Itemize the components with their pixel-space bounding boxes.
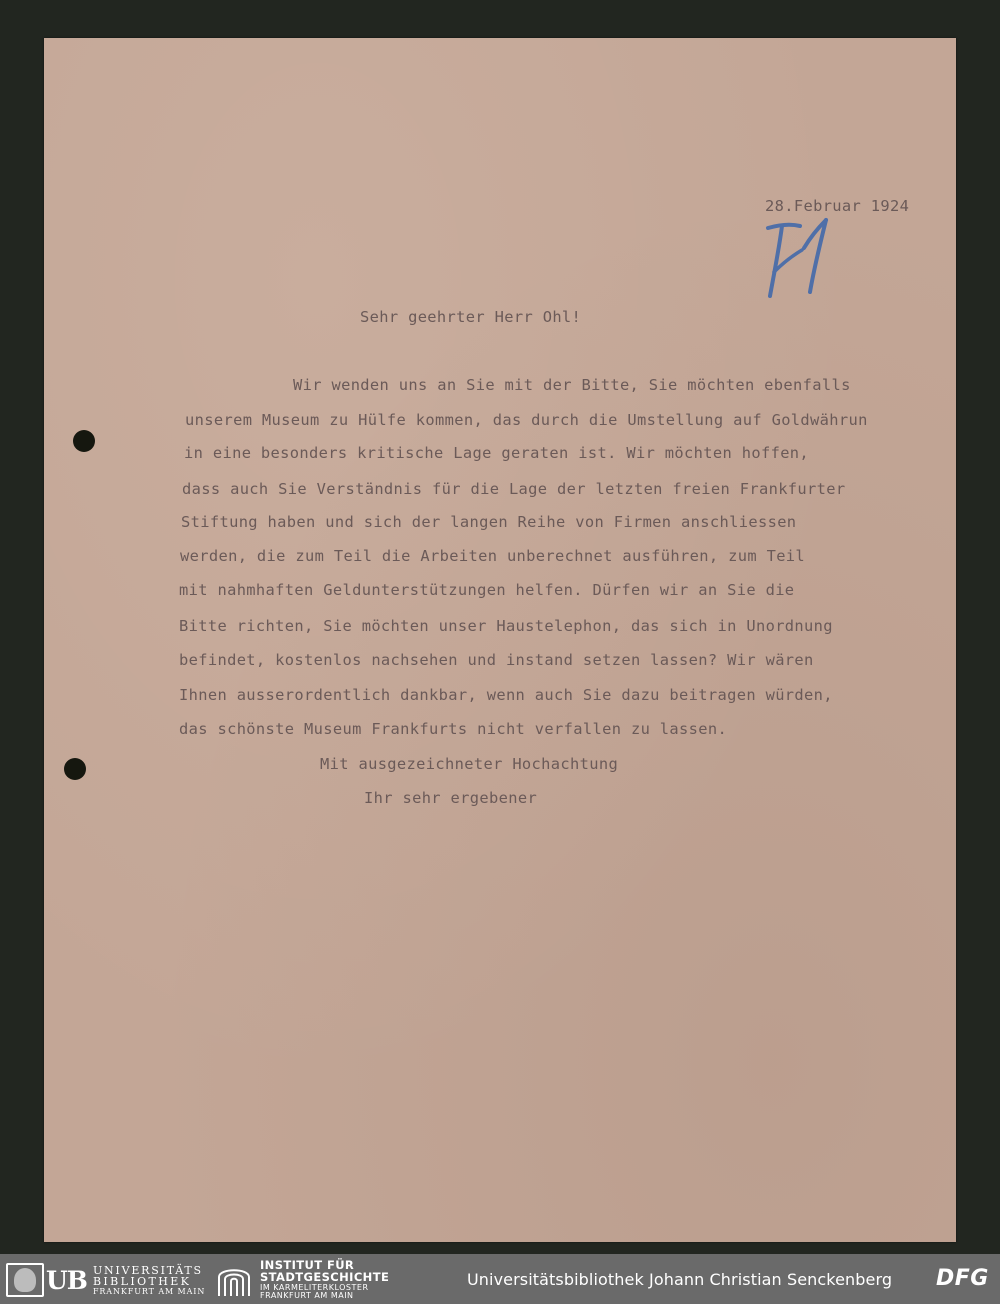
dfg-logo[interactable]: DFG xyxy=(936,1266,989,1291)
body-line-11: das schönste Museum Frankfurts nicht verfallen zu lassen. xyxy=(179,720,728,738)
ub-text xyxy=(93,1265,205,1296)
isg-text xyxy=(260,1260,389,1300)
body-line-1: Wir wenden uns an Sie mit der Bitte, Sie möchten ebenfalls xyxy=(293,376,851,394)
ub-line-3: FRANKFURT AM MAIN xyxy=(92,1286,206,1296)
body-line-4: dass auch Sie Verständnis für die Lage der letzten freien Frankfurter xyxy=(182,480,846,498)
ub-letters: UB xyxy=(46,1265,87,1295)
ub-logo[interactable] xyxy=(6,1263,205,1297)
punch-hole-upper xyxy=(73,430,95,452)
isg-arch-icon xyxy=(216,1263,252,1297)
ub-line-1: UNIVERSITÄTS xyxy=(92,1263,203,1277)
signature-line: Ihr sehr ergebener xyxy=(364,789,538,807)
salutation: Sehr geehrter Herr Ohl! xyxy=(360,308,582,326)
body-line-3: in eine besonders kritische Lage geraten ist. Wir möchten hoffen, xyxy=(184,444,810,462)
punch-hole-lower xyxy=(64,758,86,780)
ub-emblem-icon xyxy=(6,1263,44,1297)
body-line-7: mit nahmhaften Geldunterstützungen helfen. Dürfen wir an Sie die xyxy=(179,581,795,599)
library-name[interactable]: Universitätsbibliothek Johann Christian Senckenberg xyxy=(467,1270,893,1289)
body-line-5: Stiftung haben und sich der langen Reihe von Firmen anschliessen xyxy=(181,513,797,531)
body-line-9: befindet, kostenlos nachsehen und instand setzen lassen? Wir wären xyxy=(179,651,814,669)
handwritten-pencil-mark xyxy=(760,214,840,304)
letter-date: 28.Februar 1924 xyxy=(765,197,910,215)
isg-line-1: INSTITUT FÜR xyxy=(260,1258,355,1273)
isg-line-4: FRANKFURT AM MAIN xyxy=(260,1290,354,1300)
closing: Mit ausgezeichneter Hochachtung xyxy=(320,755,619,773)
ub-line-2: BIBLIOTHEK xyxy=(92,1274,192,1288)
body-line-2: unserem Museum zu Hülfe kommen, das durch die Umstellung auf Goldwährun xyxy=(185,411,868,429)
body-line-8: Bitte richten, Sie möchten unser Haustelephon, das sich in Unordnung xyxy=(179,617,833,635)
isg-line-2: STADTGESCHICHTE xyxy=(260,1269,390,1284)
footer-bar xyxy=(0,1254,1000,1304)
body-line-10: Ihnen ausserordentlich dankbar, wenn auch Sie dazu beitragen würden, xyxy=(179,686,833,704)
isg-line-3: IM KARMELITERKLOSTER xyxy=(260,1282,369,1292)
isg-logo[interactable] xyxy=(216,1258,390,1300)
body-line-6: werden, die zum Teil die Arbeiten unberechnet ausführen, zum Teil xyxy=(180,547,806,565)
